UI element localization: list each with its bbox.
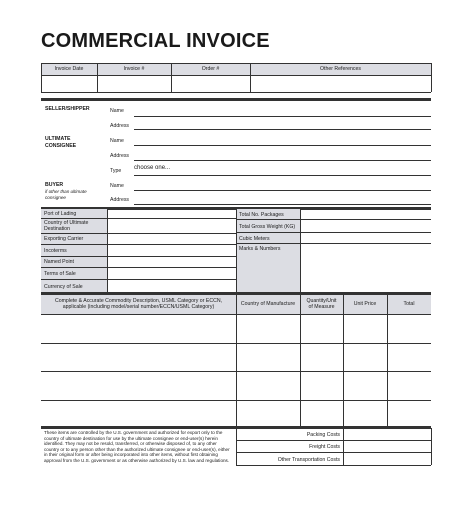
rule	[236, 209, 237, 292]
description-header-line1: Complete & Accurate Commodity Description, USML Category or ECCN,	[54, 298, 223, 304]
consignee-label-line1: ULTIMATE	[45, 136, 71, 142]
section-divider	[41, 98, 431, 101]
table-row[interactable]	[41, 344, 431, 371]
terms-of-sale-label: Terms of Sale	[44, 271, 76, 277]
other-transport-costs-field[interactable]	[344, 453, 430, 464]
invoice-date-field[interactable]	[42, 76, 96, 91]
rule	[41, 92, 431, 93]
marks-numbers-field[interactable]	[301, 244, 430, 292]
buyer-label: BUYER	[45, 182, 64, 188]
invoice-number-label: Invoice #	[123, 66, 145, 72]
country-destination-label-line2: Destination	[44, 226, 70, 232]
invoice-date-label: Invoice Date	[54, 66, 84, 72]
order-number-label: Order #	[201, 66, 220, 72]
consignee-address-field[interactable]	[135, 148, 430, 159]
named-point-field[interactable]	[108, 257, 235, 267]
buyer-name-label: Name	[110, 183, 124, 189]
freight-costs-label: Freight Costs	[309, 444, 340, 450]
consignee-label-line2: CONSIGNEE	[45, 143, 77, 149]
total-packages-label: Total No. Packages	[239, 212, 284, 218]
rule	[134, 145, 431, 146]
rule	[134, 129, 431, 130]
currency-of-sale-field[interactable]	[108, 280, 235, 292]
seller-label: SELLER/SHIPPER	[45, 106, 90, 112]
invoice-number-field[interactable]	[98, 76, 170, 91]
disclaimer-line: These items are controlled by the U.S. government and authorized for export only to the	[44, 430, 223, 435]
rule	[134, 190, 431, 191]
marks-numbers-label: Marks & Numbers	[239, 246, 281, 252]
table-row[interactable]	[41, 401, 431, 425]
table-row[interactable]	[41, 315, 431, 343]
description-header-line2: applicable (including model/serial number/ECCN/USML Category)	[62, 304, 215, 310]
disclaimer-line: identified. They may not be resold, transferred, or otherwise disposed of, to any other	[44, 441, 217, 447]
unit-price-header: Unit Price	[353, 301, 377, 307]
disclaimer-line: country of ultimate destination for use by the ultimate consignee or end-user(s) herein	[44, 435, 218, 441]
invoice-title: COMMERCIAL INVOICE	[41, 30, 270, 52]
disclaimer-line: in their original form or after being incorporated into other items, without first obtaining	[44, 452, 218, 458]
incoterms-field[interactable]	[108, 245, 235, 256]
gross-weight-label: Total Gross Weight (KG)	[239, 224, 296, 230]
packing-costs-label: Packing Costs	[306, 432, 340, 438]
named-point-label: Named Point	[44, 259, 74, 265]
order-number-field[interactable]	[172, 76, 249, 91]
disclaimer-line: country or to any person other than the authorized ultimate consignee or end-user(s), either	[44, 446, 230, 452]
port-of-lading-field[interactable]	[108, 209, 235, 218]
port-of-lading-label: Port of Lading	[44, 211, 77, 217]
rule	[41, 63, 431, 64]
consignee-name-label: Name	[110, 138, 124, 144]
seller-name-field[interactable]	[135, 103, 430, 115]
cubic-meters-label: Cubic Meters	[239, 236, 270, 242]
quantity-header-line1: Quantity/Unit	[306, 298, 337, 304]
rule	[431, 63, 432, 92]
buyer-address-label: Address	[110, 197, 130, 203]
rule	[134, 116, 431, 117]
consignee-type-select[interactable]: choose one...	[134, 165, 171, 171]
buyer-name-field[interactable]	[135, 179, 430, 189]
consignee-address-label: Address	[110, 153, 130, 159]
buyer-note-line1: if other than ultimate	[45, 189, 87, 194]
rule	[236, 465, 431, 466]
rule	[134, 160, 431, 161]
freight-costs-field[interactable]	[344, 441, 430, 451]
quantity-header-line2: of Measure	[308, 304, 335, 310]
seller-address-label: Address	[110, 123, 130, 129]
incoterms-label: Incoterms	[44, 248, 67, 254]
rule	[431, 428, 432, 465]
other-transport-costs-label: Other Transportation Costs	[277, 457, 340, 463]
total-header: Total	[403, 301, 415, 307]
exporting-carrier-label: Exporting Carrier	[44, 236, 84, 242]
exporting-carrier-field[interactable]	[108, 234, 235, 244]
other-references-label: Other References	[320, 66, 361, 72]
currency-of-sale-label: Currency of Sale	[44, 284, 83, 290]
packing-costs-field[interactable]	[344, 429, 430, 439]
buyer-address-field[interactable]	[135, 193, 430, 203]
country-header: Country of Manufacture	[240, 301, 296, 307]
seller-address-field[interactable]	[135, 118, 430, 128]
table-row[interactable]	[41, 372, 431, 400]
disclaimer-line: approval from the U.S. government or as otherwise authorized by U.S. law and regulations.	[44, 457, 230, 463]
rule	[134, 175, 431, 176]
gross-weight-field[interactable]	[301, 220, 430, 232]
country-destination-field[interactable]	[108, 219, 235, 233]
seller-name-label: Name	[110, 108, 124, 114]
terms-of-sale-field[interactable]	[108, 268, 235, 279]
consignee-type-label: Type	[110, 168, 122, 174]
export-disclaimer	[44, 430, 236, 464]
rule	[134, 204, 431, 205]
buyer-note-line2: consignee	[45, 195, 66, 200]
consignee-name-field[interactable]	[135, 133, 430, 144]
other-references-field[interactable]	[251, 76, 430, 91]
total-packages-field[interactable]	[301, 209, 430, 219]
country-destination-label-line1: Country of Ultimate	[44, 220, 89, 226]
cubic-meters-field[interactable]	[301, 233, 430, 243]
